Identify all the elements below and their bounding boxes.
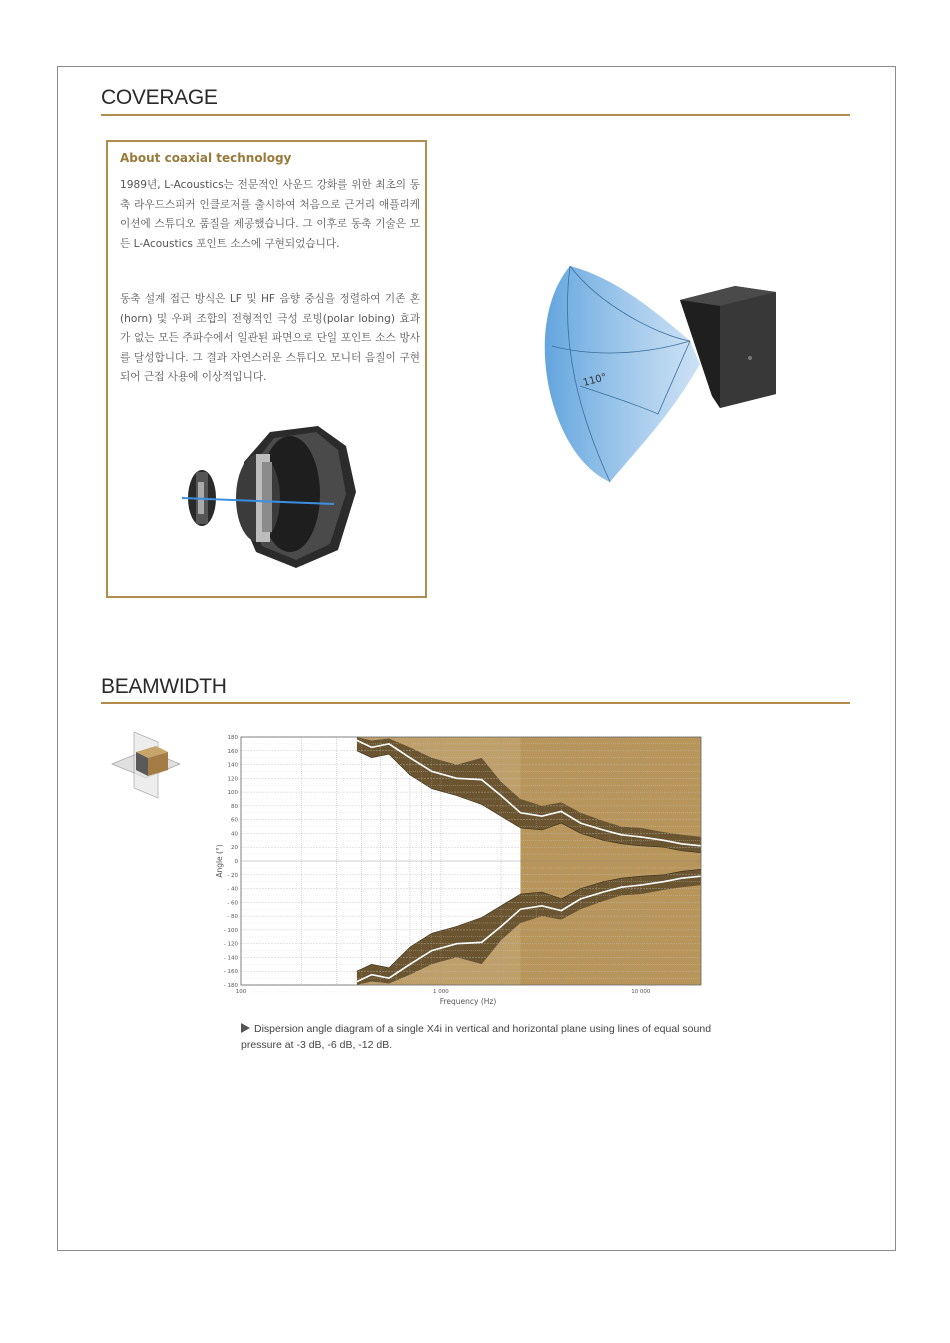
box-title: About coaxial technology	[120, 151, 292, 165]
coverage-rule	[101, 114, 850, 116]
y-tick-label: 160	[227, 748, 238, 755]
y-tick-label: - 180	[223, 983, 238, 989]
y-tick-label: 60	[231, 817, 238, 824]
y-tick-label: 40	[231, 831, 238, 838]
x-axis-label: Frequency (Hz)	[439, 997, 497, 1006]
y-tick-label: - 20	[227, 872, 238, 879]
figure-caption	[241, 1021, 721, 1053]
y-tick-label: 120	[227, 776, 238, 783]
y-tick-label: - 80	[227, 914, 238, 921]
plane-orientation-icon	[108, 728, 184, 800]
y-tick-label: 180	[227, 735, 238, 741]
y-tick-label: - 140	[223, 955, 238, 962]
y-tick-label: - 40	[227, 886, 238, 893]
beamwidth-chart	[208, 730, 728, 1015]
y-tick-label: 140	[227, 762, 238, 769]
beamwidth-chart-svg	[208, 730, 728, 1015]
beamwidth-rule	[101, 702, 850, 704]
y-tick-label: - 60	[227, 900, 238, 907]
coverage-title: COVERAGE	[101, 86, 218, 109]
bullet-triangle-icon	[241, 1023, 250, 1033]
y-tick-label: - 160	[223, 969, 238, 976]
y-tick-label: - 100	[223, 927, 238, 934]
coverage-cone-illustration	[540, 246, 790, 486]
y-tick-label: - 120	[223, 941, 238, 948]
caption-text: Dispersion angle diagram of a single X4i in vertical and horizontal plane using lines of equal sound pressure at -3 dB, -6 dB, -12 dB.	[241, 1023, 712, 1051]
x-tick-label: 10 000	[631, 989, 651, 995]
y-tick-label: 100	[227, 790, 238, 797]
coaxial-info-box	[106, 140, 427, 598]
y-tick-label: 0	[234, 859, 238, 865]
x-tick-label: 100	[235, 989, 247, 995]
paragraph-1: 1989년, L-Acoustics는 전문적인 사운드 강화를 위한 최초의 동축 라우드스피커 인클로저를 출시하여 처음으로 근거리 애플리케이션에 스튜디오 품질을 제공했습니다. 그 이후로 동축 기술은 모든 L-Acoustics 포인트 소스에 구현되었습니다.	[120, 179, 420, 250]
y-tick-label: 80	[231, 803, 238, 810]
coverage-angle-label: 110°	[581, 372, 609, 389]
beamwidth-title: BEAMWIDTH	[101, 675, 227, 698]
paragraph-2: 동축 설계 접근 방식은 LF 및 HF 음향 중심을 정렬하여 기존 혼(horn) 및 우퍼 조합의 전형적인 극성 로빙(polar lobing) 효과가 없는 모든 주파수에서 일관된 파면으로 단일 포인트 소스 방사를 달성합니다. 그 결과 자연스러운 스튜디오 모니터 음질이 구현되어 근접 사용에 이상적입니다.	[120, 293, 420, 383]
x-tick-label: 1 000	[433, 989, 449, 995]
coaxial-driver-illustration	[178, 422, 378, 572]
y-axis-label: Angle (°)	[215, 844, 224, 878]
y-tick-label: 20	[231, 845, 238, 852]
